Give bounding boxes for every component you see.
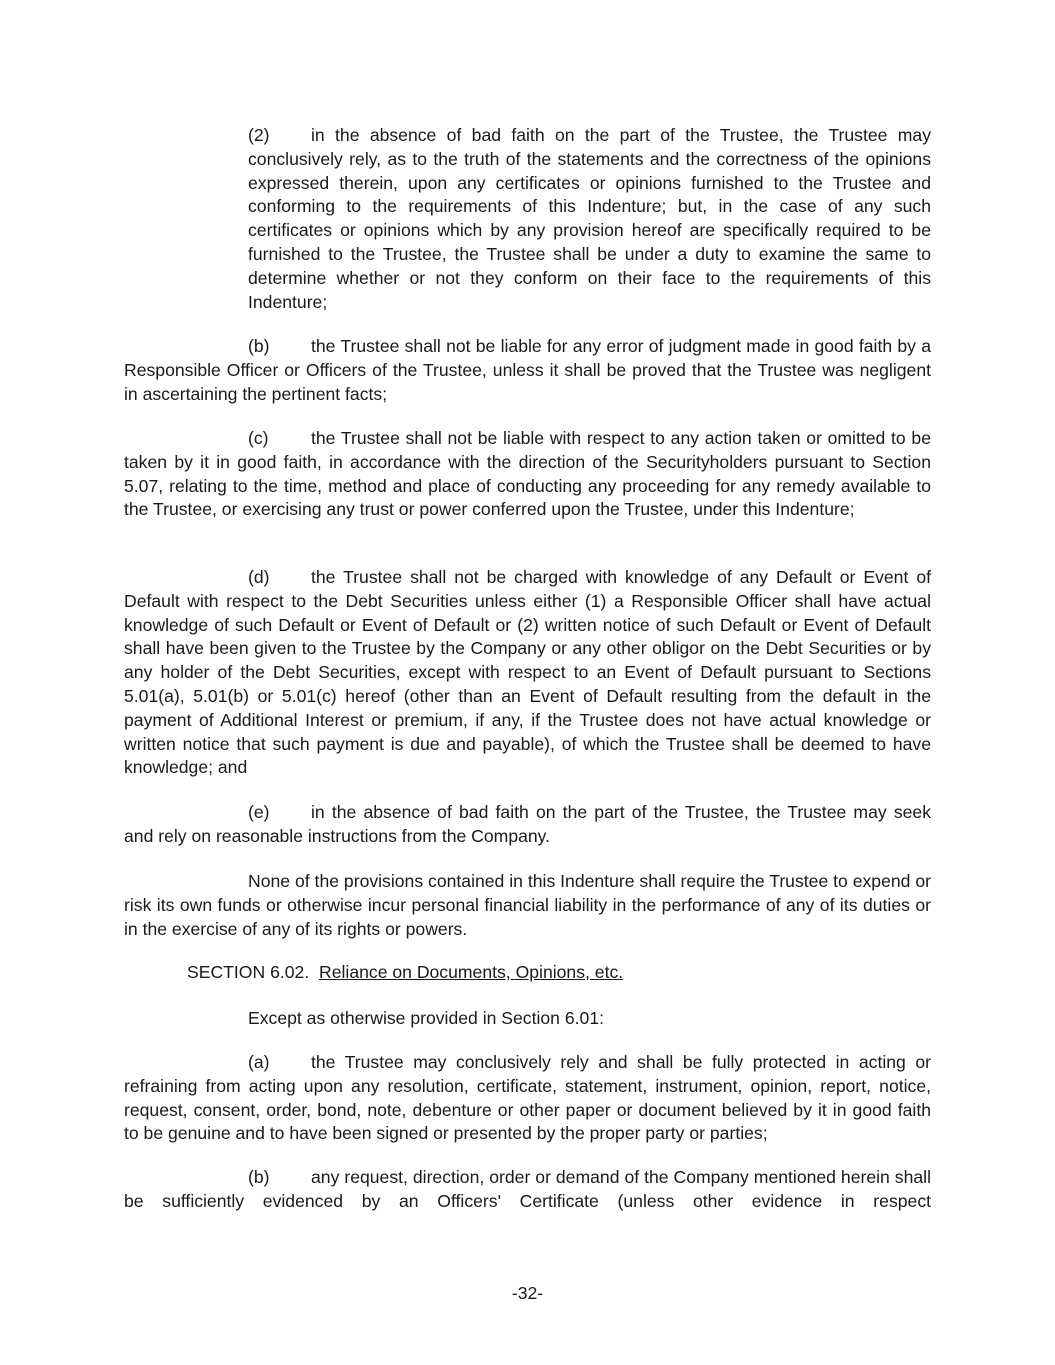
paragraph-d [124,566,931,780]
paragraph-text: in the absence of bad faith on the part of the Trustee, the Trustee may conclusively rely, as to the truth of the statements and the correctness of the opinions expressed therein, upon any certificates or opinions furnished to the Trustee and conforming to the requirements of this Indenture; but, in the case of any such certificates or opinions which by any provision hereof are specifically required to be furnished to the Trustee, the Trustee shall be under a duty to examine the same to determine whether or not they conform on their face to the requirements of this Indenture; [248,125,931,312]
paragraph-none-of-provisions [124,870,931,941]
paragraph-intro [124,1007,931,1031]
paragraph-label: (c) [248,428,269,448]
paragraph-label: (2) [248,125,270,145]
paragraph-text: the Trustee shall not be liable for any error of judgment made in good faith by a Responsible Officer or Officers of the Trustee, unless it shall be proved that the Trustee was negligent in ascertaining the pertinent facts; [124,336,931,404]
paragraph-c [124,427,931,522]
paragraph-label: (e) [248,802,270,822]
section-number: SECTION 6.02. [187,962,310,982]
section-heading [187,961,623,985]
paragraph-section-a [124,1051,931,1146]
paragraph-text: the Trustee shall not be charged with knowledge of any Default or Event of Default with respect to the Debt Securities unless either (1) a Responsible Officer shall have actual knowledge of such Default or Event of Default or (2) written notice of such Default or Event of Default shall have been given to the Trustee by the Company or any other obligor on the Debt Securities or by any holder of the Debt Securities, except with respect to an Event of Default pursuant to Sections 5.01(a), 5.01(b) or 5.01(c) hereof (other than an Event of Default resulting from the default in the payment of Additional Interest or premium, if any, if the Trustee does not have actual knowledge or written notice that such payment is due and payable), of which the Trustee shall be deemed to have knowledge; and [124,567,931,778]
paragraph-text: the Trustee shall not be liable with respect to any action taken or omitted to be taken by it in good faith, in accordance with the direction of the Securityholders pursuant to Section 5.07, relating to the time, method and place of conducting any proceeding for any remedy available to the Trustee, or exercising any trust or power conferred upon the Trustee, under this Indenture; [124,428,931,520]
paragraph-section-b [124,1166,931,1214]
paragraph-text: None of the provisions contained in this Indenture shall require the Trustee to expend or risk its own funds or otherwise incur personal financial liability in the performance of any of its duties or in the exercise of any of its rights or powers. [124,871,931,939]
paragraph-text: Except as otherwise provided in Section 6.01: [248,1008,604,1028]
paragraph-b [124,335,931,406]
page-number: -32- [511,1283,544,1303]
paragraph-text: in the absence of bad faith on the part of the Trustee, the Trustee may seek and rely on reasonable instructions from the Company. [124,802,931,846]
paragraph-label: (b) [248,1167,270,1187]
paragraph-label: (d) [248,567,270,587]
section-title: Reliance on Documents, Opinions, etc. [319,962,624,982]
paragraph-text: the Trustee may conclusively rely and shall be fully protected in acting or refraining from acting upon any resolution, certificate, statement, instrument, opinion, report, notice, request, consent, order, bond, note, debenture or other paper or document believed by it in good faith to be genuine and to have been signed or presented by the proper party or parties; [124,1052,931,1144]
paragraph-2 [248,124,931,314]
paragraph-e [124,801,931,849]
paragraph-label: (a) [248,1052,270,1072]
paragraph-label: (b) [248,336,270,356]
paragraph-text: any request, direction, order or demand of the Company mentioned herein shall be sufficiently evidenced by an Officers' Certificate (unless other evidence in respect [124,1167,931,1211]
